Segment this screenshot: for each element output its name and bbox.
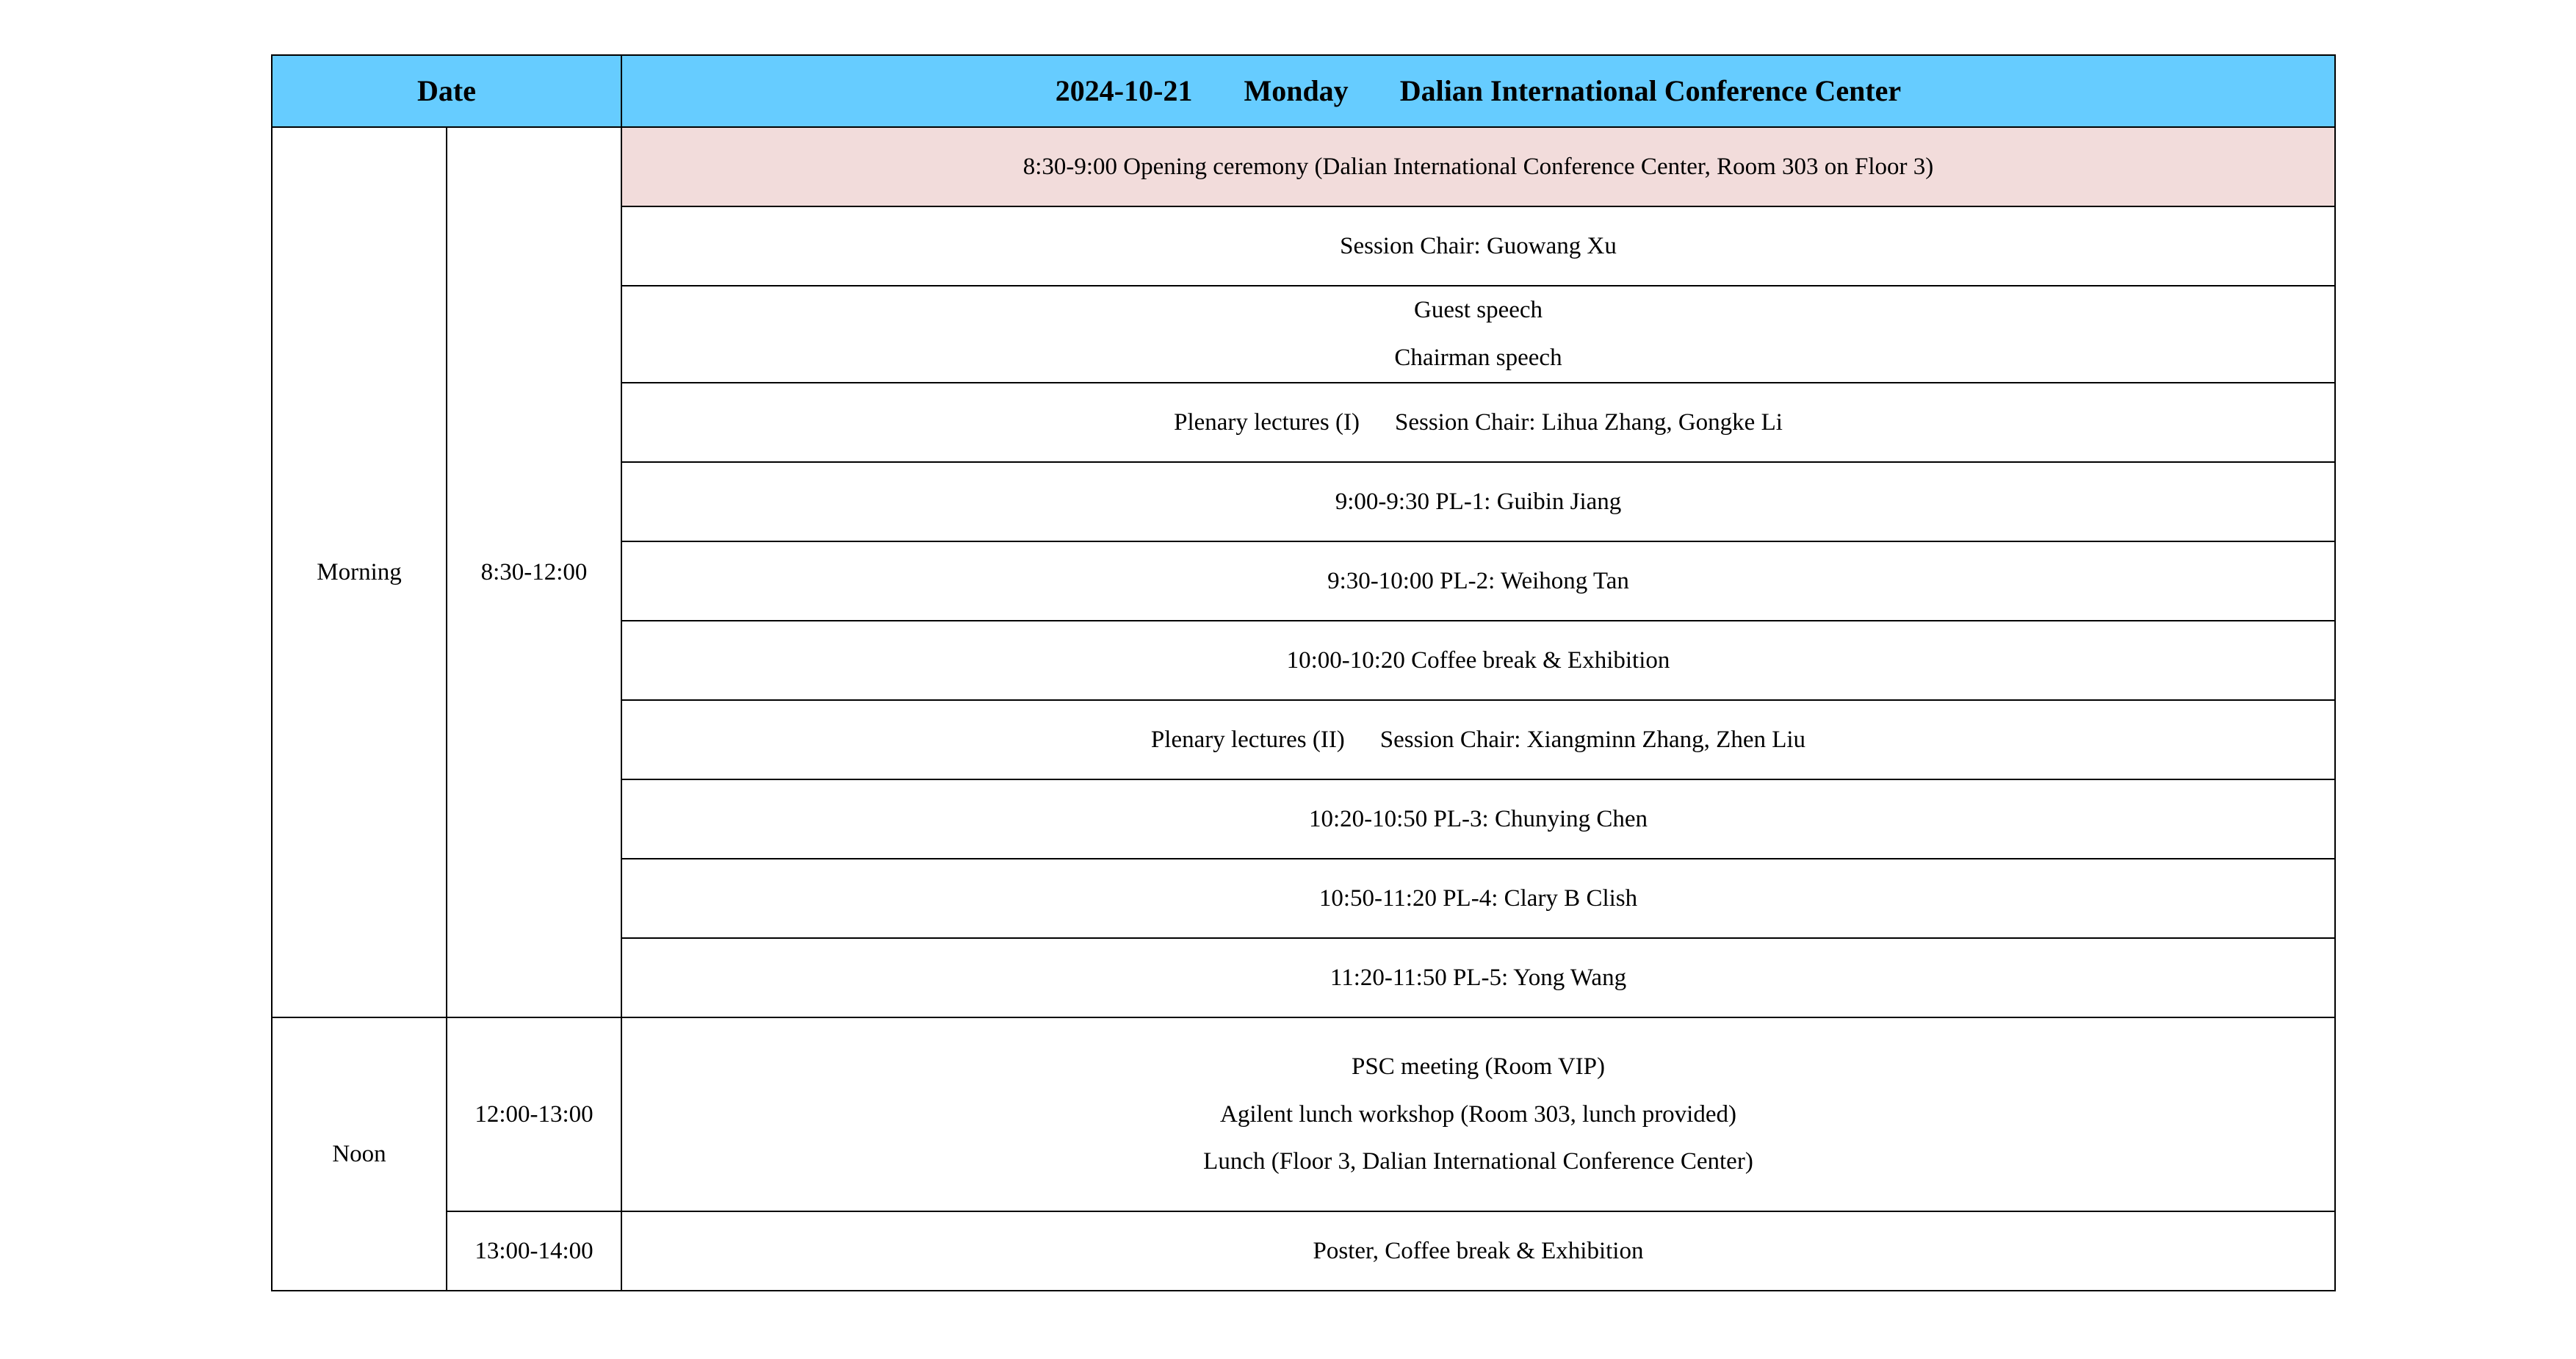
- pl4-cell: [621, 859, 2335, 938]
- plenary1-cell: [621, 383, 2335, 462]
- lunch: Lunch (Floor 3, Dalian International Conference Center): [1203, 1148, 1753, 1175]
- time-noon-1: [447, 1017, 621, 1211]
- pl3-cell: [621, 779, 2335, 859]
- table-row: [272, 127, 2335, 206]
- plenary1-title: Plenary lectures (I): [1174, 408, 1360, 436]
- day-header-cell: [621, 55, 2335, 127]
- table-row: [272, 1211, 2335, 1291]
- time-label: 13:00-14:00: [475, 1237, 594, 1264]
- pl2: 9:30-10:00 PL-2: Weihong Tan: [1327, 567, 1629, 594]
- session-chair: Session Chair: Guowang Xu: [1340, 232, 1617, 259]
- chairman-speech: Chairman speech: [1394, 345, 1562, 371]
- pl2-cell: [621, 541, 2335, 621]
- pl1: 9:00-9:30 PL-1: Guibin Jiang: [1335, 488, 1622, 515]
- lunch-workshop: Agilent lunch workshop (Room 303, lunch provided): [1220, 1100, 1736, 1128]
- header-row: [272, 55, 2335, 127]
- schedule-table: [271, 54, 2336, 1291]
- session-chair-cell: [621, 206, 2335, 286]
- period-label: Noon: [332, 1140, 386, 1167]
- header-weekday: Monday: [1244, 74, 1349, 107]
- opening-ceremony: 8:30-9:00 Opening ceremony (Dalian International Conference Center, Room 303 on Floor 3): [1022, 153, 1934, 180]
- pl4: 10:50-11:20 PL-4: Clary B Clish: [1318, 884, 1638, 912]
- time-morning: [447, 127, 621, 1017]
- plenary1-chair: Session Chair: Lihua Zhang, Gongke Li: [1394, 408, 1783, 436]
- pl5-cell: [621, 938, 2335, 1017]
- poster-session: Poster, Coffee break & Exhibition: [1313, 1237, 1644, 1264]
- psc-meeting: PSC meeting (Room VIP): [1351, 1053, 1605, 1080]
- guest-speech: Guest speech: [1413, 297, 1543, 324]
- period-noon: [272, 1017, 447, 1291]
- time-label: 8:30-12:00: [480, 558, 588, 585]
- date-label: Date: [417, 74, 476, 107]
- speeches-cell: [621, 286, 2335, 383]
- plenary2-title: Plenary lectures (II): [1150, 726, 1345, 753]
- plenary2-cell: [621, 700, 2335, 779]
- coffee-break-cell: [621, 621, 2335, 700]
- opening-ceremony-cell: [621, 127, 2335, 206]
- date-header-cell: [272, 55, 621, 127]
- pl3: 10:20-10:50 PL-3: Chunying Chen: [1308, 805, 1648, 832]
- noon-events-cell: [621, 1017, 2335, 1211]
- poster-cell: [621, 1211, 2335, 1291]
- time-label: 12:00-13:00: [475, 1100, 594, 1128]
- header-venue: Dalian International Conference Center: [1399, 74, 1902, 107]
- table-row: [272, 1017, 2335, 1211]
- period-label: Morning: [317, 558, 402, 585]
- plenary2-chair: Session Chair: Xiangminn Zhang, Zhen Liu: [1379, 726, 1806, 753]
- time-noon-2: [447, 1211, 621, 1291]
- pl5: 11:20-11:50 PL-5: Yong Wang: [1330, 964, 1627, 991]
- period-morning: [272, 127, 447, 1017]
- pl1-cell: [621, 462, 2335, 541]
- coffee-break: 10:00-10:20 Coffee break & Exhibition: [1286, 646, 1670, 674]
- header-date: 2024-10-21: [1055, 74, 1193, 107]
